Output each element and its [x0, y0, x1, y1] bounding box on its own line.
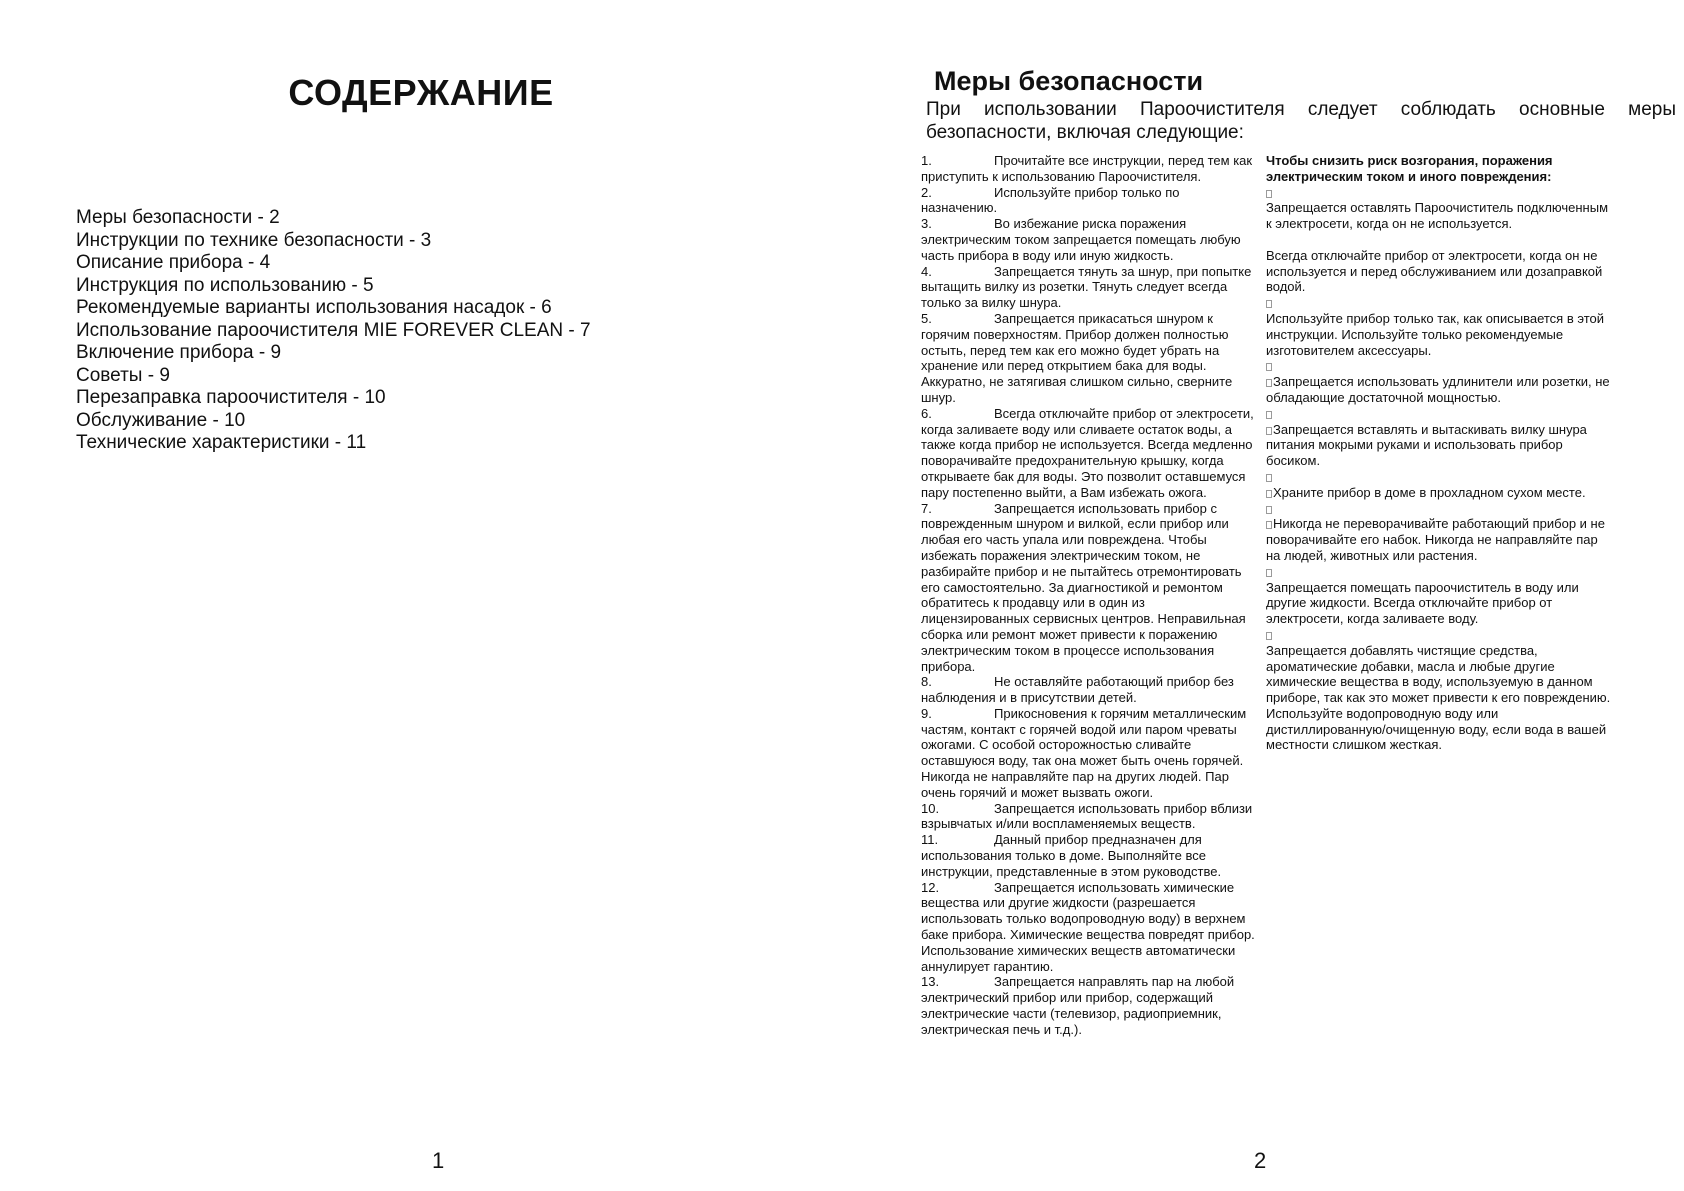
warning-text: Запрещается вставлять и вытаскивать вилку шнура питания мокрыми руками и использовать прибор босиком.	[1266, 421, 1587, 469]
toc-item: Инструкции по технике безопасности - 3	[76, 229, 432, 251]
toc-item: Советы - 9	[76, 364, 170, 386]
warning-item: Запрещается добавлять чистящие средства, ароматические добавки, масла и любые другие химические вещества в воду, используемую в данном приборе, так как это может привести к его повреждению. Используйте водопроводную воду или дистиллированную/очищенную воду, если вода в вашей местности слишком жесткая.	[1266, 642, 1611, 753]
rule-item	[921, 406, 1256, 501]
warning-text: Храните прибор в доме в прохладном сухом месте.	[1273, 484, 1586, 500]
toc-item: Инструкция по использованию - 5	[76, 274, 374, 296]
rule-text: Данный прибор предназначен для использования только в доме. Выполняйте все инструкции, представленные в этом руководстве.	[921, 832, 1222, 879]
rule-item	[921, 153, 1256, 185]
missing-glyph-line	[1266, 358, 1611, 374]
warnings-column	[1266, 153, 1611, 753]
rule-item	[921, 674, 1256, 706]
section-title: Меры безопасности	[934, 66, 1204, 96]
missing-glyph-line	[1266, 185, 1611, 201]
missing-glyph-icon	[1266, 632, 1272, 640]
toc-item: Меры безопасности - 2	[76, 207, 280, 228]
rule-item	[921, 501, 1256, 675]
missing-glyph-line	[1266, 564, 1611, 580]
rule-text: Запрещается прикасаться шнуром к горячим поверхностям. Прибор должен полностью остыть, перед тем как его можно будет убрать на хранение или перед открытием бака для воды. Аккуратно, не затягивая слишком сильно, сверните шнур.	[921, 310, 1233, 405]
warning-text: Никогда не переворачивайте работающий прибор и не поворачивайте его набок. Никогда не направляйте пар на людей, животных или растения.	[1266, 516, 1605, 563]
missing-glyph-line	[1266, 501, 1611, 517]
missing-glyph-icon	[1266, 521, 1272, 529]
rule-number: 1.	[921, 153, 932, 168]
section-intro: При использовании Пароочистителя следует соблюдать основные меры безопасности, включая следующие:	[926, 99, 1676, 143]
rule-text: Всегда отключайте прибор от электросети, когда заливаете воду или сливаете остаток воды, а также когда прибор не используется. Всегда медленно поворачивайте предохранительную крышку, когда открываете бак для воды. Это позволит оставшемуся пару постепенно выйти, а Вам избежать ожога.	[921, 405, 1254, 500]
missing-glyph-icon	[1266, 300, 1272, 308]
warning-item	[1266, 516, 1611, 563]
missing-glyph-icon	[1266, 427, 1272, 435]
rule-number: 8.	[921, 674, 932, 690]
rule-number: 2.	[921, 184, 932, 200]
rule-text: Запрещается использовать химические вещества или другие жидкости (разрешается использовать только водопроводную воду) в верхнем баке прибора. Химические вещества повредят прибор. Использование химических веществ автоматически аннулирует гарантию.	[921, 879, 1255, 974]
missing-glyph-icon	[1266, 363, 1272, 371]
toc-item: Использование пароочистителя MIE FOREVER CLEAN - 7	[76, 319, 591, 341]
rule-number: 6.	[921, 405, 932, 421]
rule-number: 4.	[921, 263, 932, 279]
missing-glyph-icon	[1266, 490, 1272, 498]
right-page	[842, 0, 1684, 1191]
warnings-heading: Чтобы снизить риск возгорания, поражения электрическим током и иного повреждения:	[1266, 153, 1553, 184]
rule-item	[921, 880, 1256, 975]
rule-text: Не оставляйте работающий прибор без наблюдения и в присутствии детей.	[921, 674, 1234, 706]
rule-item	[921, 264, 1256, 311]
rule-item	[921, 185, 1256, 217]
rule-number: 13.	[921, 974, 940, 990]
table-of-contents	[76, 207, 591, 455]
rule-item	[921, 974, 1256, 1037]
missing-glyph-line	[1266, 406, 1611, 422]
warning-item	[1266, 374, 1611, 406]
page-number: 2	[1254, 1148, 1267, 1173]
rule-number: 9.	[921, 705, 932, 721]
rule-item	[921, 801, 1256, 833]
missing-glyph-icon	[1266, 411, 1272, 419]
rule-text: Запрещается направлять пар на любой электрический прибор или прибор, содержащий электрические части (телевизор, радиоприемник, электрическая печь и т.д.).	[921, 974, 1235, 1037]
page-number: 1	[432, 1148, 445, 1173]
rule-text: Запрещается использовать прибор вблизи взрывчатых и/или воспламеняемых веществ.	[921, 800, 1253, 832]
rule-item	[921, 706, 1256, 801]
toc-item: Перезаправка пароочистителя - 10	[76, 387, 386, 408]
rule-text: Во избежание риска поражения электрическим током запрещается помещать любую часть прибора в воду или иную жидкость.	[921, 216, 1241, 263]
toc-item: Технические характеристики - 11	[76, 432, 367, 453]
rule-number: 10.	[921, 800, 940, 816]
toc-item: Включение прибора - 9	[76, 342, 282, 363]
warning-item: Запрещается помещать пароочиститель в воду или другие жидкости. Всегда отключайте прибор от электросети, когда заливаете воду.	[1266, 579, 1579, 627]
rule-number: 5.	[921, 310, 932, 326]
warning-item: Используйте прибор только так, как описывается в этой инструкции. Используйте только рекомендуемые изготовителем аксессуары.	[1266, 310, 1604, 358]
warning-item	[1266, 422, 1611, 469]
missing-glyph-icon	[1266, 474, 1272, 482]
missing-glyph-line	[1266, 627, 1611, 643]
rules-column	[921, 153, 1256, 1038]
warning-text: Запрещается использовать удлинители или розетки, не обладающие достаточной мощностью.	[1266, 374, 1610, 405]
rule-number: 3.	[921, 216, 932, 232]
rule-number: 11.	[921, 832, 939, 848]
toc-item: Описание прибора - 4	[76, 252, 271, 273]
toc-title: СОДЕРЖАНИЕ	[288, 72, 554, 113]
rule-number: 12.	[921, 879, 940, 895]
toc-item: Обслуживание - 10	[76, 409, 246, 431]
warning-item: Запрещается оставлять Пароочиститель подключенным к электросети, когда он не используется.	[1266, 200, 1609, 232]
missing-glyph-icon	[1266, 379, 1272, 387]
missing-glyph-line	[1266, 295, 1611, 311]
rule-text: Используйте прибор только по назначению.	[921, 184, 1180, 216]
rule-item	[921, 311, 1256, 406]
toc-item: Рекомендуемые варианты использования насадок - 6	[76, 297, 552, 318]
missing-glyph-icon	[1266, 506, 1272, 514]
rule-item	[921, 216, 1256, 263]
rule-item	[921, 832, 1256, 879]
missing-glyph-icon	[1266, 190, 1272, 198]
rule-text: Запрещается тянуть за шнур, при попытке вытащить вилку из розетки. Тянуть следует всегда только за вилку шнура.	[921, 263, 1252, 311]
warning-item: Всегда отключайте прибор от электросети, когда он не используется и перед обслуживанием или дозаправкой водой.	[1266, 247, 1603, 295]
missing-glyph-icon	[1266, 569, 1272, 577]
rule-text: Прикосновения к горячим металлическим частям, контакт с горячей водой или паром чреваты ожогами. С особой осторожностью сливайте оставшуюся воду, так она может быть очень горячей. Никогда не направляйте пар на других людей. Пар очень горячий и может вызвать ожоги.	[921, 705, 1247, 800]
spacer	[1266, 232, 1611, 248]
rule-text: Прочитайте все инструкции, перед тем как приступить к использованию Пароочистителя.	[921, 153, 1253, 184]
missing-glyph-line	[1266, 469, 1611, 485]
warning-item	[1266, 485, 1611, 501]
rule-text: Запрещается использовать прибор с поврежденным шнуром и вилкой, если прибор или любая его часть упала или повреждена. Чтобы избежать поражения электрическим током, не разбирайте прибор и не пытайтесь отремонтировать его самостоятельно. За диагностикой и ремонтом обратитесь к продавцу или в один из лицензированных сервисных центров. Неправильная сборка или ремонт может привести к поражению электрическим током в процессе использования прибора.	[921, 500, 1246, 674]
rule-number: 7.	[921, 500, 932, 516]
